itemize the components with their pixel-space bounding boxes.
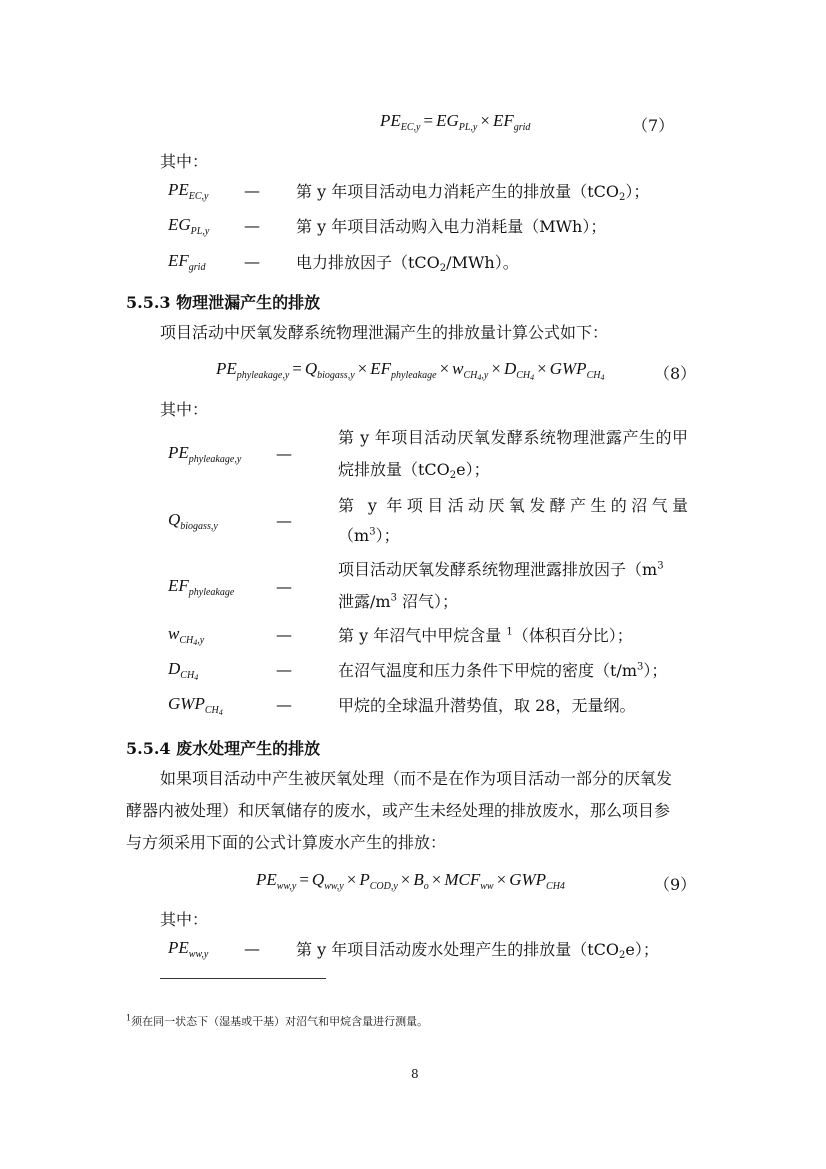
def-symbol-eg-pl: $EG_{PL,y}$ [168,215,210,237]
paragraph-5-5-4-line-3: 与方须采用下面的公式计算废水产生的排放： [126,833,447,852]
def-symbol-pe-ww: $PE_{ww,y}$ [168,938,209,960]
paragraph-5-5-4-line-2: 酵器内被处理）和厌氧储存的废水，或产生未经处理的排放废水，那么项目参 [126,801,671,820]
def-symbol-w-ch4: $w_{CH_4,y}$ [168,624,205,647]
def-dash: — [244,181,260,200]
section-heading-5-5-4: 5.5.4 废水处理产生的排放 [126,739,321,758]
page-number: 8 [411,1067,419,1081]
def-symbol-q-biogass: $Q_{biogass,y}$ [168,510,218,532]
footnote: $^1$须在同一状态下（湿基或干基）对沼气和甲烷含量进行测量。 [126,1013,429,1028]
def-text: 第 y 年沼气中甲烷含量 $^1$（体积百分比）； [338,626,633,645]
where-label-1: 其中： [160,152,209,171]
def-dash: — [244,252,260,271]
def-symbol-pe-ec: $PE_{EC,y}$ [168,180,209,202]
section-heading-5-5-3: 5.5.3 物理泄漏产生的排放 [126,293,321,312]
paragraph-5-5-4-line-1: 如果项目活动中产生被厌氧处理（而不是在作为项目活动一部分的厌氧发 [160,769,673,788]
def-text: 第 y 年项目活动废水处理产生的排放量（tCO$_2$e）； [296,940,659,961]
def-dash: — [276,511,292,530]
equation-number-8: （8） [654,364,697,383]
def-dash: — [276,444,292,463]
def-dash: — [276,695,292,714]
equation-7: $PE_{EC,y} = EG_{PL,y} \times EF_{grid}$ [380,111,531,133]
def-text-cont: 烷排放量（tCO$_2$e）； [338,460,490,481]
def-symbol-gwp-ch4: $GWP_{CH_4}$ [168,694,223,717]
def-text: 电力排放因子（tCO$_2$/MWh）。 [296,253,519,274]
def-dash: — [276,625,292,644]
footnote-separator [160,978,326,979]
def-symbol-pe-phyleakage: $PE_{phyleakage,y}$ [168,443,242,465]
equation-number-7: （7） [632,116,675,135]
def-text-cont: 泄露$/m^3$ 沼气）； [338,592,459,611]
def-text: 第 y 年项目活动厌氧发酵系统物理泄露产生的甲 [338,428,688,447]
equation-number-9: （9） [654,875,697,894]
def-symbol-ef-phyleakage: $EF_{phyleakage}$ [168,576,235,598]
def-text: 甲烷的全球温升潜势值，取 28，无量纲。 [338,696,636,715]
def-dash: — [244,939,260,958]
def-text: 第 y 年项目活动电力消耗产生的排放量（tCO$_2$）； [296,182,650,203]
def-dash: — [276,577,292,596]
def-text: 在沼气温度和压力条件下甲烷的密度$(t/m^3)$； [338,661,668,680]
def-text: 项目活动厌氧发酵系统物理泄露排放因子（$m^3$ [338,560,664,579]
where-label-3: 其中： [160,910,209,929]
equation-9: $PE_{ww,y} = Q_{ww,y} \times P_{COD,y} \times B_o \times MCF_{ww} \times GWP_{CH4}$ [256,870,565,892]
def-dash: — [244,216,260,235]
def-text: 第 y 年项目活动厌氧发酵产生的沼气量 [338,496,688,515]
where-label-2: 其中： [160,400,209,419]
def-text-cont: $(m^3)$； [338,526,400,545]
def-symbol-ef-grid: $EF_{grid}$ [168,251,206,273]
paragraph-5-5-3: 项目活动中厌氧发酵系统物理泄漏产生的排放量计算公式如下： [160,323,609,342]
def-text: 第 y 年项目活动购入电力消耗量（MWh）； [296,217,607,236]
def-dash: — [276,660,292,679]
def-symbol-d-ch4: $D_{CH_4}$ [168,659,199,682]
equation-8: $PE_{phyleakage,y} = Q_{biogass,y} \times EF_{phyleakage} \times w_{CH_4,y} \times D_{CH_4} \times GWP_{CH_4}$ [216,359,605,382]
